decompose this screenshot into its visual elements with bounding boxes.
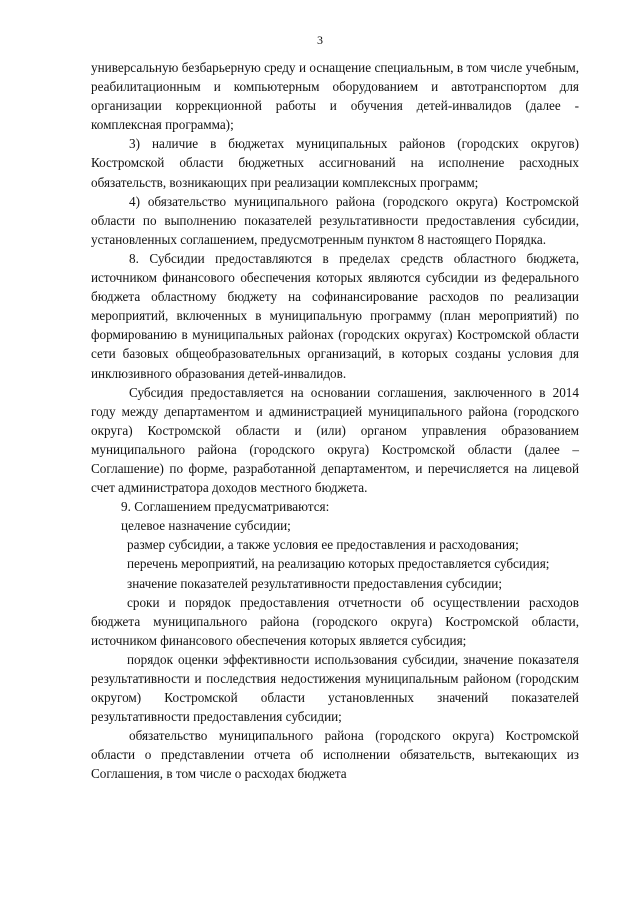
paragraph: значение показателей результативности предоставления субсидии;	[127, 575, 503, 591]
paragraph: сроки и порядок предоставления отчетности об осуществлении расходов бюджета муниципального района (городского округа) Костромской области, источником финансового обеспечения которых является субсидия;	[91, 594, 579, 648]
page-number: 3	[317, 33, 323, 47]
paragraph: универсальную безбарьерную среду и оснащение специальным, в том числе учебным, реабилитационным и компьютерным оборудованием и автотранспортом для организации коррекционной работы и обучения детей-инвалидов (далее - комплексная программа);	[91, 60, 579, 133]
paragraph: размер субсидии, а также условия ее предоставления и расходования;	[127, 537, 519, 553]
document-body	[91, 58, 579, 784]
paragraph: 4) обязательство муниципального района (городского округа) Костромской области по выполнению показателей результативности предоставления субсидии, установленных соглашением, предусмотренным пунктом 8 настоящего Порядка.	[91, 193, 579, 247]
paragraph: перечень мероприятий, на реализацию которых предоставляется субсидия;	[127, 556, 550, 572]
paragraph: целевое назначение субсидии;	[121, 518, 291, 534]
paragraph: обязательство муниципального района (городского округа) Костромской области о представлении отчета об исполнении обязательств, вытекающих из Соглашения, в том числе о расходах бюджета	[91, 728, 579, 782]
paragraph: Субсидия предоставляется на основании соглашения, заключенного в 2014 году между департаментом и администрацией муниципального района (городского округа) Костромской области и (или) органом управления образованием муниципального района (городского округа) Костромской области (далее – Соглашение) по форме, разработанной департаментом, и перечисляется на лицевой счет администратора доходов местного бюджета.	[91, 384, 579, 496]
paragraph: 8. Субсидии предоставляются в пределах средств областного бюджета, источником финансового обеспечения которых являются субсидии из федерального бюджета областному бюджету на софинансирование расходов по реализации мероприятий, включенных в муниципальную программу (план мероприятий) по формированию в муниципальных районах (городских округах) Костромской области сети базовых общеобразовательных организаций, в которых созданы условия для инклюзивного образования детей-инвалидов.	[91, 250, 579, 381]
paragraph: 9. Соглашением предусматриваются:	[121, 499, 330, 515]
paragraph: порядок оценки эффективности использования субсидии, значение показателя результативности и последствия недостижения муниципальным районом (городским округом) Костромской области установленных значений показателей результативности предоставления субсидии;	[91, 651, 579, 725]
paragraph: 3) наличие в бюджетах муниципальных районов (городских округов) Костромской области бюджетных ассигнований на исполнение расходных обязательств, возникающих при реализации комплексных программ;	[91, 136, 579, 190]
